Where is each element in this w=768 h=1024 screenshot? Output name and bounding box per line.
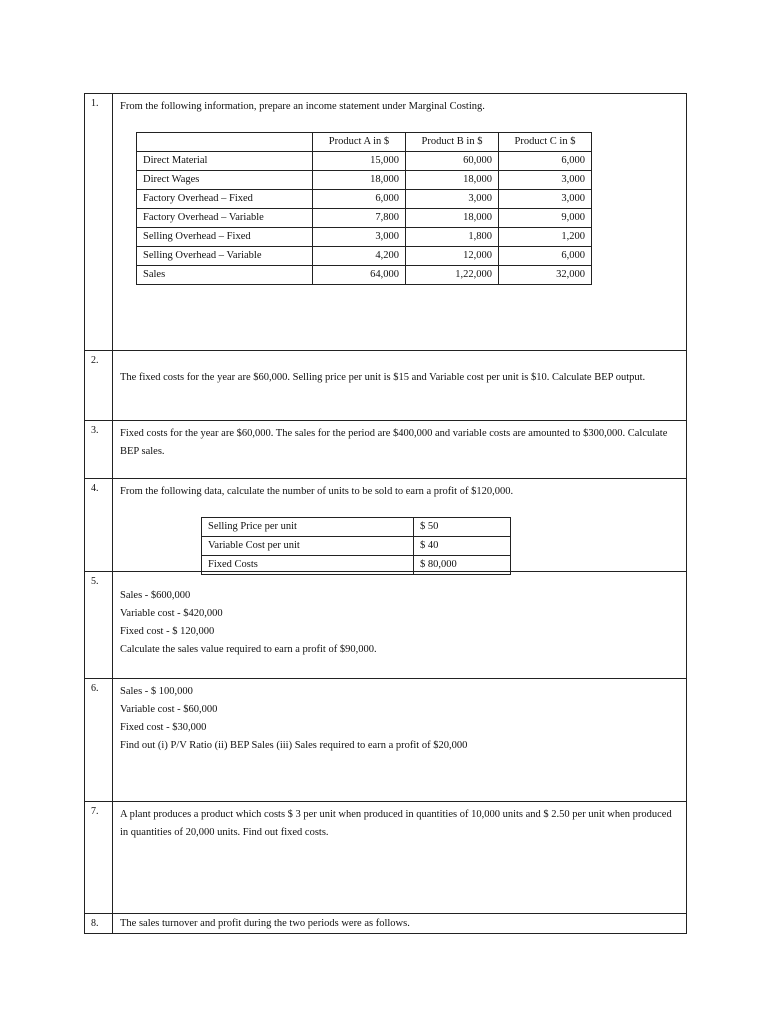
table-cell: 1,800 [406,228,499,247]
table-cell: 64,000 [313,266,406,285]
question-body [113,572,687,678]
table-row [137,152,592,171]
question-line: Sales - $600,000 [120,590,191,601]
question-sheet [84,93,687,934]
question-text: From the following information, prepare an income statement under Marginal Costing. [120,101,485,112]
question-text: The fixed costs for the year are $60,000. Selling price per unit is $15 and Variable cost per unit is $10. Calculate BEP output. [120,372,646,383]
question-row-7 [85,802,687,914]
row-label: Factory Overhead – Variable [137,209,313,228]
question-row-8 [85,914,687,934]
row-label: Direct Material [137,152,313,171]
table-row [202,537,511,556]
question-body [113,94,687,350]
row-label: Selling Overhead – Fixed [137,228,313,247]
question-text: The sales turnover and profit during the two periods were as follows. [120,918,410,929]
table-cell: 18,000 [406,209,499,228]
table-cell: 3,000 [406,190,499,209]
question-body [113,802,687,913]
table-cell: $ 50 [414,518,511,537]
table-cell: 6,000 [499,152,592,171]
question-row-5 [85,572,687,679]
question-body [113,679,687,801]
question-body [113,421,687,478]
row-label: Sales [137,266,313,285]
table-cell: 4,200 [313,247,406,266]
table-cell: 9,000 [499,209,592,228]
question-number: 1. [85,94,113,350]
table-cell: 1,22,000 [406,266,499,285]
question-line: Fixed cost - $ 120,000 [120,626,215,637]
question-number: 3. [85,421,113,478]
table-cell: 3,000 [313,228,406,247]
table-cell: 60,000 [406,152,499,171]
table-row [137,209,592,228]
row-label: Selling Price per unit [202,518,414,537]
table-cell: 15,000 [313,152,406,171]
question-line: Find out (i) P/V Ratio (ii) BEP Sales (iii) Sales required to earn a profit of $20,000 [120,740,468,751]
question-number: 5. [85,572,113,678]
row-label: Direct Wages [137,171,313,190]
question-line: Fixed cost - $30,000 [120,722,207,733]
table-row [137,190,592,209]
table-header-cell [137,133,313,152]
question-row-4 [85,479,687,572]
table-cell: $ 40 [414,537,511,556]
table-header-cell: Product C in $ [499,133,592,152]
table-cell: 32,000 [499,266,592,285]
question-number: 2. [85,351,113,420]
question-row-3 [85,421,687,479]
product-cost-table [136,132,592,285]
row-label: Selling Overhead – Variable [137,247,313,266]
row-label: Variable Cost per unit [202,537,414,556]
row-label: Fixed Costs [202,556,414,575]
question-body [113,479,687,571]
table-cell: $ 80,000 [414,556,511,575]
cost-data-table [201,517,511,575]
table-cell: 6,000 [499,247,592,266]
table-cell: 3,000 [499,190,592,209]
question-number: 7. [85,802,113,913]
question-number: 6. [85,679,113,801]
row-label: Factory Overhead – Fixed [137,190,313,209]
question-line: Sales - $ 100,000 [120,686,193,697]
table-cell: 1,200 [499,228,592,247]
table-row [137,247,592,266]
question-line: Variable cost - $420,000 [120,608,223,619]
table-cell: 3,000 [499,171,592,190]
table-cell: 12,000 [406,247,499,266]
table-cell: 7,800 [313,209,406,228]
question-text: From the following data, calculate the number of units to be sold to earn a profit of $120,000. [120,486,514,497]
table-header-row [137,133,592,152]
question-text: A plant produces a product which costs $ 3 per unit when produced in quantities of 10,000 units and $ 2.50 per unit when produced in quantities of 20,000 units. Find out fixed costs. [120,809,672,838]
table-header-cell: Product A in $ [313,133,406,152]
table-cell: 18,000 [406,171,499,190]
question-body [113,914,687,933]
table-cell: 6,000 [313,190,406,209]
question-line: Variable cost - $60,000 [120,704,218,715]
question-row-1 [85,94,687,351]
question-text: Fixed costs for the year are $60,000. The sales for the period are $400,000 and variable costs are amounted to $300,000. Calculate BEP sales. [120,428,668,457]
question-line: Calculate the sales value required to earn a profit of $90,000. [120,644,377,655]
question-body [113,351,687,420]
question-number: 8. [85,914,113,933]
question-row-2 [85,351,687,421]
table-row [137,228,592,247]
table-row [137,266,592,285]
question-row-6 [85,679,687,802]
table-row [202,518,511,537]
table-row [137,171,592,190]
table-header-cell: Product B in $ [406,133,499,152]
table-cell: 18,000 [313,171,406,190]
question-number: 4. [85,479,113,571]
